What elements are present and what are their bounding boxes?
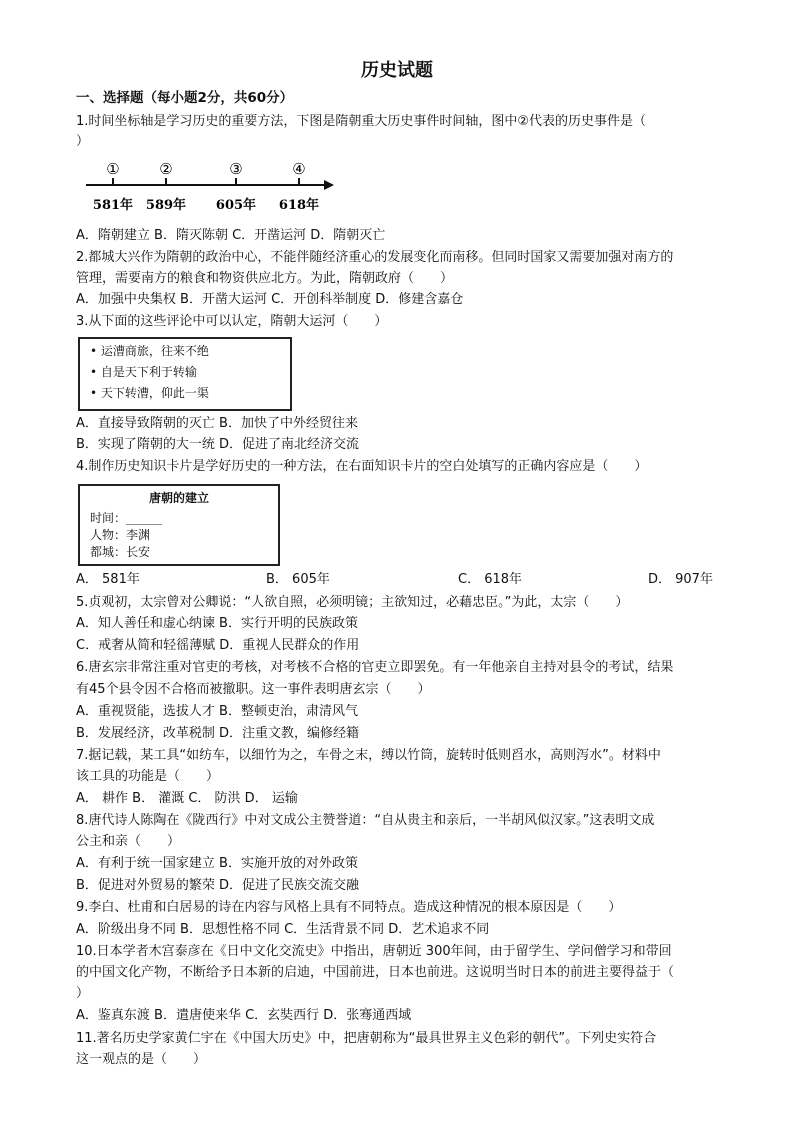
question-10-options: A．鉴真东渡 B．遣唐使来华 C．玄奘西行 D．张骞通西域 — [76, 1008, 412, 1023]
question-10-stem-line3: ） — [76, 986, 90, 1001]
timeline-marker-3: ③ — [229, 160, 243, 178]
option-a: A． 581年 — [76, 572, 140, 587]
section-heading: 一、选择题（每小题2分，共60分） — [76, 90, 294, 106]
question-2-stem-line2: 管理，需要南方的粮食和物资供应北方。为此，隋朝政府（ ） — [76, 271, 454, 286]
question-8-options-line2: B．促进对外贸易的繁荣 D．促进了民族交流交融 — [76, 878, 360, 893]
timeline-marker-1: ① — [106, 160, 120, 178]
question-9-options: A．阶级出身不同 B．思想性格不同 C．生活背景不同 D．艺术追求不同 — [76, 922, 490, 937]
card-time: 时间：______ — [90, 511, 163, 525]
question-4-stem: 4.制作历史知识卡片是学好历史的一种方法，在右面知识卡片的空白处填写的正确内容应是（ ） — [76, 459, 648, 474]
question-10-stem-line2: 的中国文化产物，不断给予日本新的启迪，中国前进，日本也前进。这说明当时日本的前进主要得益于（ — [76, 965, 675, 980]
page-title: 历史试题 — [361, 60, 433, 81]
quote-item-1: • 运漕商旅，往来不绝 — [90, 344, 209, 358]
card-capital: 都城：长安 — [90, 545, 151, 559]
question-1-stem: 1.时间坐标轴是学习历史的重要方法，下图是隋朝重大历史事件时间轴，图中②代表的历史事件是（ — [76, 114, 647, 129]
timeline-year-2: 589年 — [145, 198, 187, 213]
question-8-stem-line2: 公主和亲（ ） — [76, 834, 181, 849]
question-11-stem-line1: 11.著名历史学家黄仁宇在《中国大历史》中，把唐朝称为“最具世界主义色彩的朝代”。下列史实符合 — [76, 1031, 657, 1046]
card-title: 唐朝的建立 — [148, 491, 209, 505]
question-7-options: A． 耕作 B． 灌溉 C． 防洪 D． 运输 — [76, 791, 298, 806]
card-person: 人物：李渊 — [90, 528, 151, 542]
timeline-marker-2: ② — [159, 160, 173, 178]
question-7-stem-line2: 该工具的功能是（ ） — [76, 769, 220, 784]
timeline-year-1: 581年 — [92, 198, 134, 213]
question-2-stem-line1: 2.都城大兴作为隋朝的政治中心，不能伴随经济重心的发展变化而南移。但同时国家又需要加强对南方的 — [76, 250, 674, 265]
question-5-stem: 5.贞观初，太宗曾对公卿说：“人欲自照，必须明镜；主欲知过，必藉忠臣。”为此，太宗（ ） — [76, 595, 629, 610]
question-3-options-line1: A．直接导致隋朝的灭亡 B．加快了中外经贸往来 — [76, 416, 358, 431]
quote-box — [78, 337, 292, 411]
timeline-year-4: 618年 — [278, 198, 320, 213]
question-10-stem-line1: 10.日本学者木宫泰彦在《日中文化交流史》中指出，唐朝近 300年间，由于留学生、学问僧学习和带回 — [76, 944, 672, 959]
option-c: C． 618年 — [458, 572, 523, 587]
knowledge-card — [78, 484, 280, 566]
timeline-year-3: 605年 — [215, 198, 257, 213]
question-8-stem-line1: 8.唐代诗人陈陶在《陇西行》中对文成公主赞誉道：“自从贵主和亲后，一半胡风似汉家。”这表明文成 — [76, 813, 655, 828]
question-3-stem: 3.从下面的这些评论中可以认定，隋朝大运河（ ） — [76, 314, 388, 329]
question-6-stem-line2: 有45个县令因不合格而被撤职。这一事件表明唐玄宗（ ） — [76, 682, 431, 697]
question-6-options-line2: B．发展经济，改革税制 D．注重文教，编修经籍 — [76, 726, 360, 741]
question-5-options-line2: C．戒奢从简和轻徭薄赋 D．重视人民群众的作用 — [76, 638, 360, 653]
question-8-options-line1: A．有利于统一国家建立 B．实施开放的对外政策 — [76, 856, 358, 871]
question-7-stem-line1: 7.据记载，某工具“如纺车，以细竹为之，车骨之末，缚以竹筒，旋转时低则舀水，高则泻水”。材料中 — [76, 748, 661, 763]
question-9-stem: 9.李白、杜甫和白居易的诗在内容与风格上具有不同特点。造成这种情况的根本原因是（ ） — [76, 900, 622, 915]
option-d: D． 907年 — [648, 572, 713, 587]
question-3-options-line2: B．实现了隋朝的大一统 D．促进了南北经济交流 — [76, 437, 360, 452]
question-1-options: A．隋朝建立 B．隋灭陈朝 C．开凿运河 D．隋朝灭亡 — [76, 228, 386, 243]
question-2-options: A．加强中央集权 B．开凿大运河 C．开创科举制度 D．修建含嘉仓 — [76, 292, 464, 307]
question-6-stem-line1: 6.唐玄宗非常注重对官吏的考核，对考核不合格的官吏立即罢免。有一年他亲自主持对县令的考试，结果 — [76, 660, 674, 675]
question-11-stem-line2: 这一观点的是（ ） — [76, 1052, 207, 1067]
question-6-options-line1: A．重视贤能，选拔人才 B．整顿吏治，肃清风气 — [76, 704, 358, 719]
timeline-arrow — [324, 180, 334, 190]
timeline-diagram — [80, 158, 340, 218]
question-5-options-line1: A．知人善任和虚心纳谏 B．实行开明的民族政策 — [76, 616, 358, 631]
quote-item-2: • 自是天下利于转输 — [90, 365, 197, 379]
option-b: B． 605年 — [266, 572, 330, 587]
quote-item-3: • 天下转漕，仰此一渠 — [90, 386, 209, 400]
question-1-stem-tail: ） — [76, 134, 90, 149]
timeline-marker-4: ④ — [292, 160, 306, 178]
